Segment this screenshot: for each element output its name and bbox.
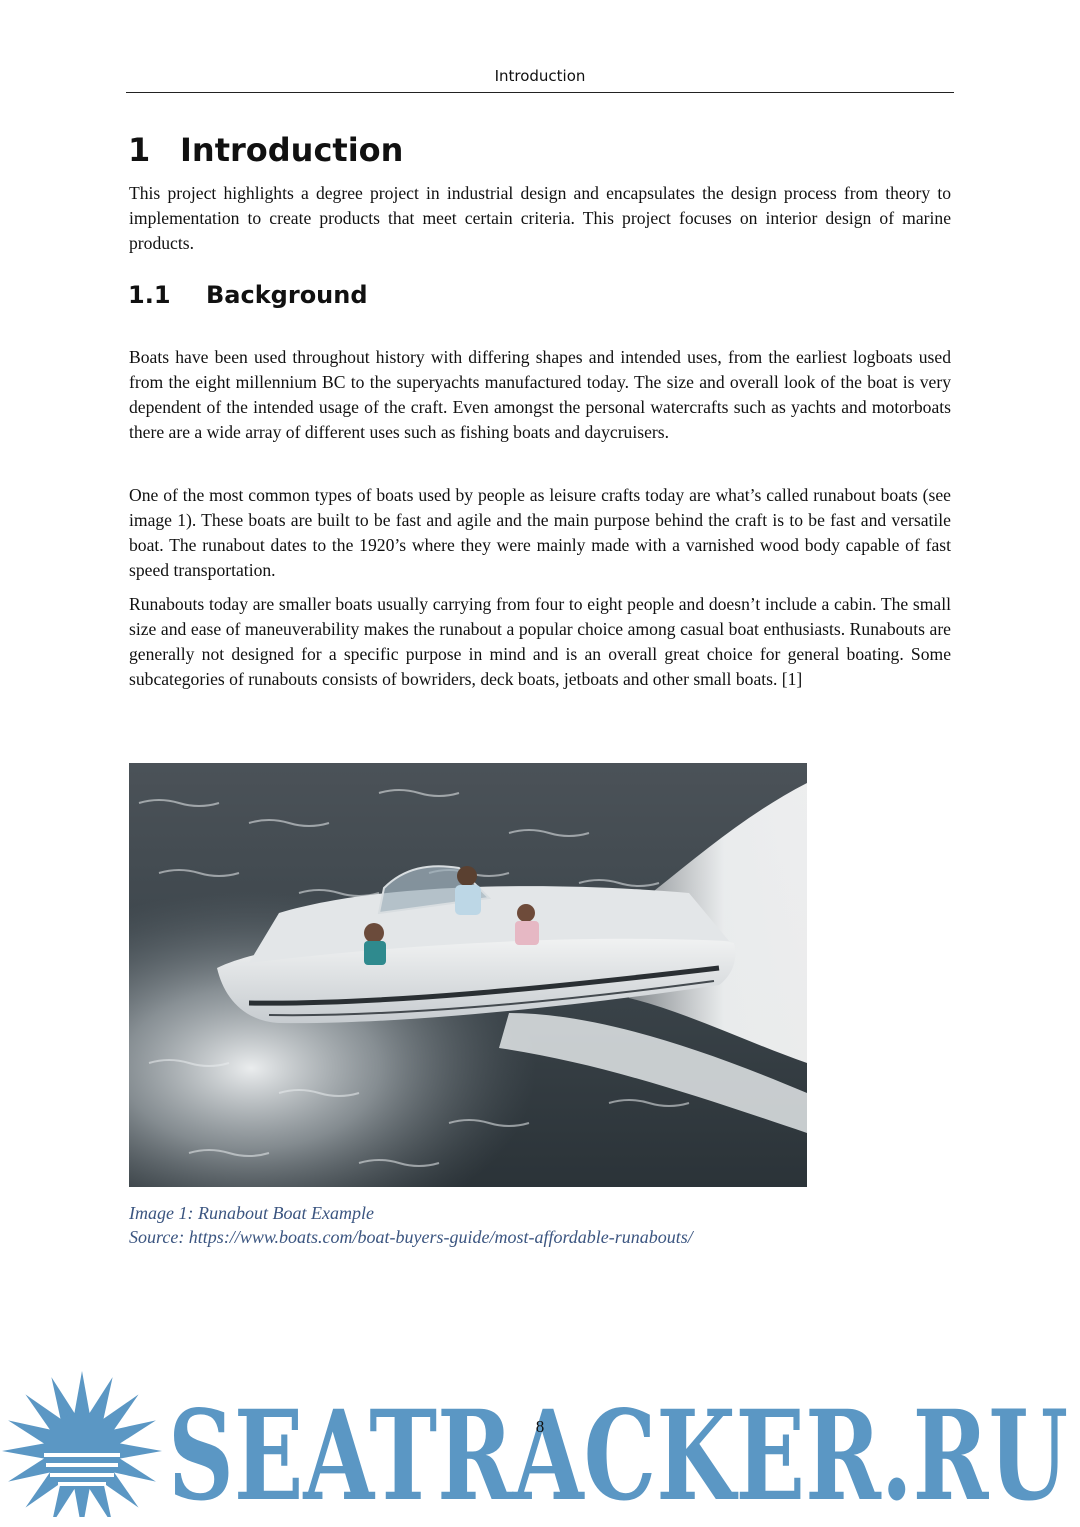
page-number: 8: [535, 1417, 545, 1436]
sun-logo-icon: [2, 1371, 162, 1517]
subsection-title: Background: [206, 281, 368, 309]
caption-source: Source: https://www.boats.com/boat-buyers-guide/most-affordable-runabouts/: [129, 1227, 693, 1247]
running-header-title: Introduction: [494, 67, 586, 85]
background-paragraph-3: Runabouts today are smaller boats usually carrying from four to eight people and doesn’t include a cabin. The small size and ease of maneuverability makes the runabout a popular choice among casual boat enthusiasts. Runabouts are generally not designed for a specific purpose in mind and is an overall great choice for general boating. Some subcategories of runabouts consists of bowriders, deck boats, jetboats and other small boats. [1]: [129, 594, 951, 689]
watermark-text: SEATRACKER.RU: [168, 1384, 1068, 1517]
section-number: 1: [128, 131, 151, 169]
figure-caption: [129, 1201, 951, 1249]
intro-paragraph: This project highlights a degree project in industrial design and encapsulates the design process from theory to implementation to create products that meet certain criteria. This project focuses on interior design of marine products.: [129, 183, 951, 253]
background-paragraph-1: Boats have been used throughout history with differing shapes and intended uses, from the earliest logboats used from the eight millennium BC to the superyachts manufactured today. The size and overall look of the boat is very dependent of the intended usage of the craft. Even amongst the personal watercrafts such as yachts and motorboats there are a wide array of different uses such as fishing boats and daycruisers.: [129, 347, 951, 442]
running-header: [126, 66, 954, 93]
subsection-heading: [128, 277, 954, 313]
caption-title: Image 1: Runabout Boat Example: [129, 1203, 374, 1223]
background-paragraph-2: One of the most common types of boats used by people as leisure crafts today are what’s called runabout boats (see image 1). These boats are built to be fast and agile and the main purpose behind the craft is to be fast and versatile boat. The runabout dates to the 1920’s where they were mainly made with a varnished wood body capable of fast speed transportation.: [129, 485, 951, 580]
seatracker-watermark: [0, 1367, 1080, 1517]
runabout-boat-photo: [129, 763, 807, 1187]
section-title: Introduction: [180, 131, 404, 169]
section-heading: [128, 128, 954, 172]
subsection-number: 1.1: [128, 281, 171, 309]
